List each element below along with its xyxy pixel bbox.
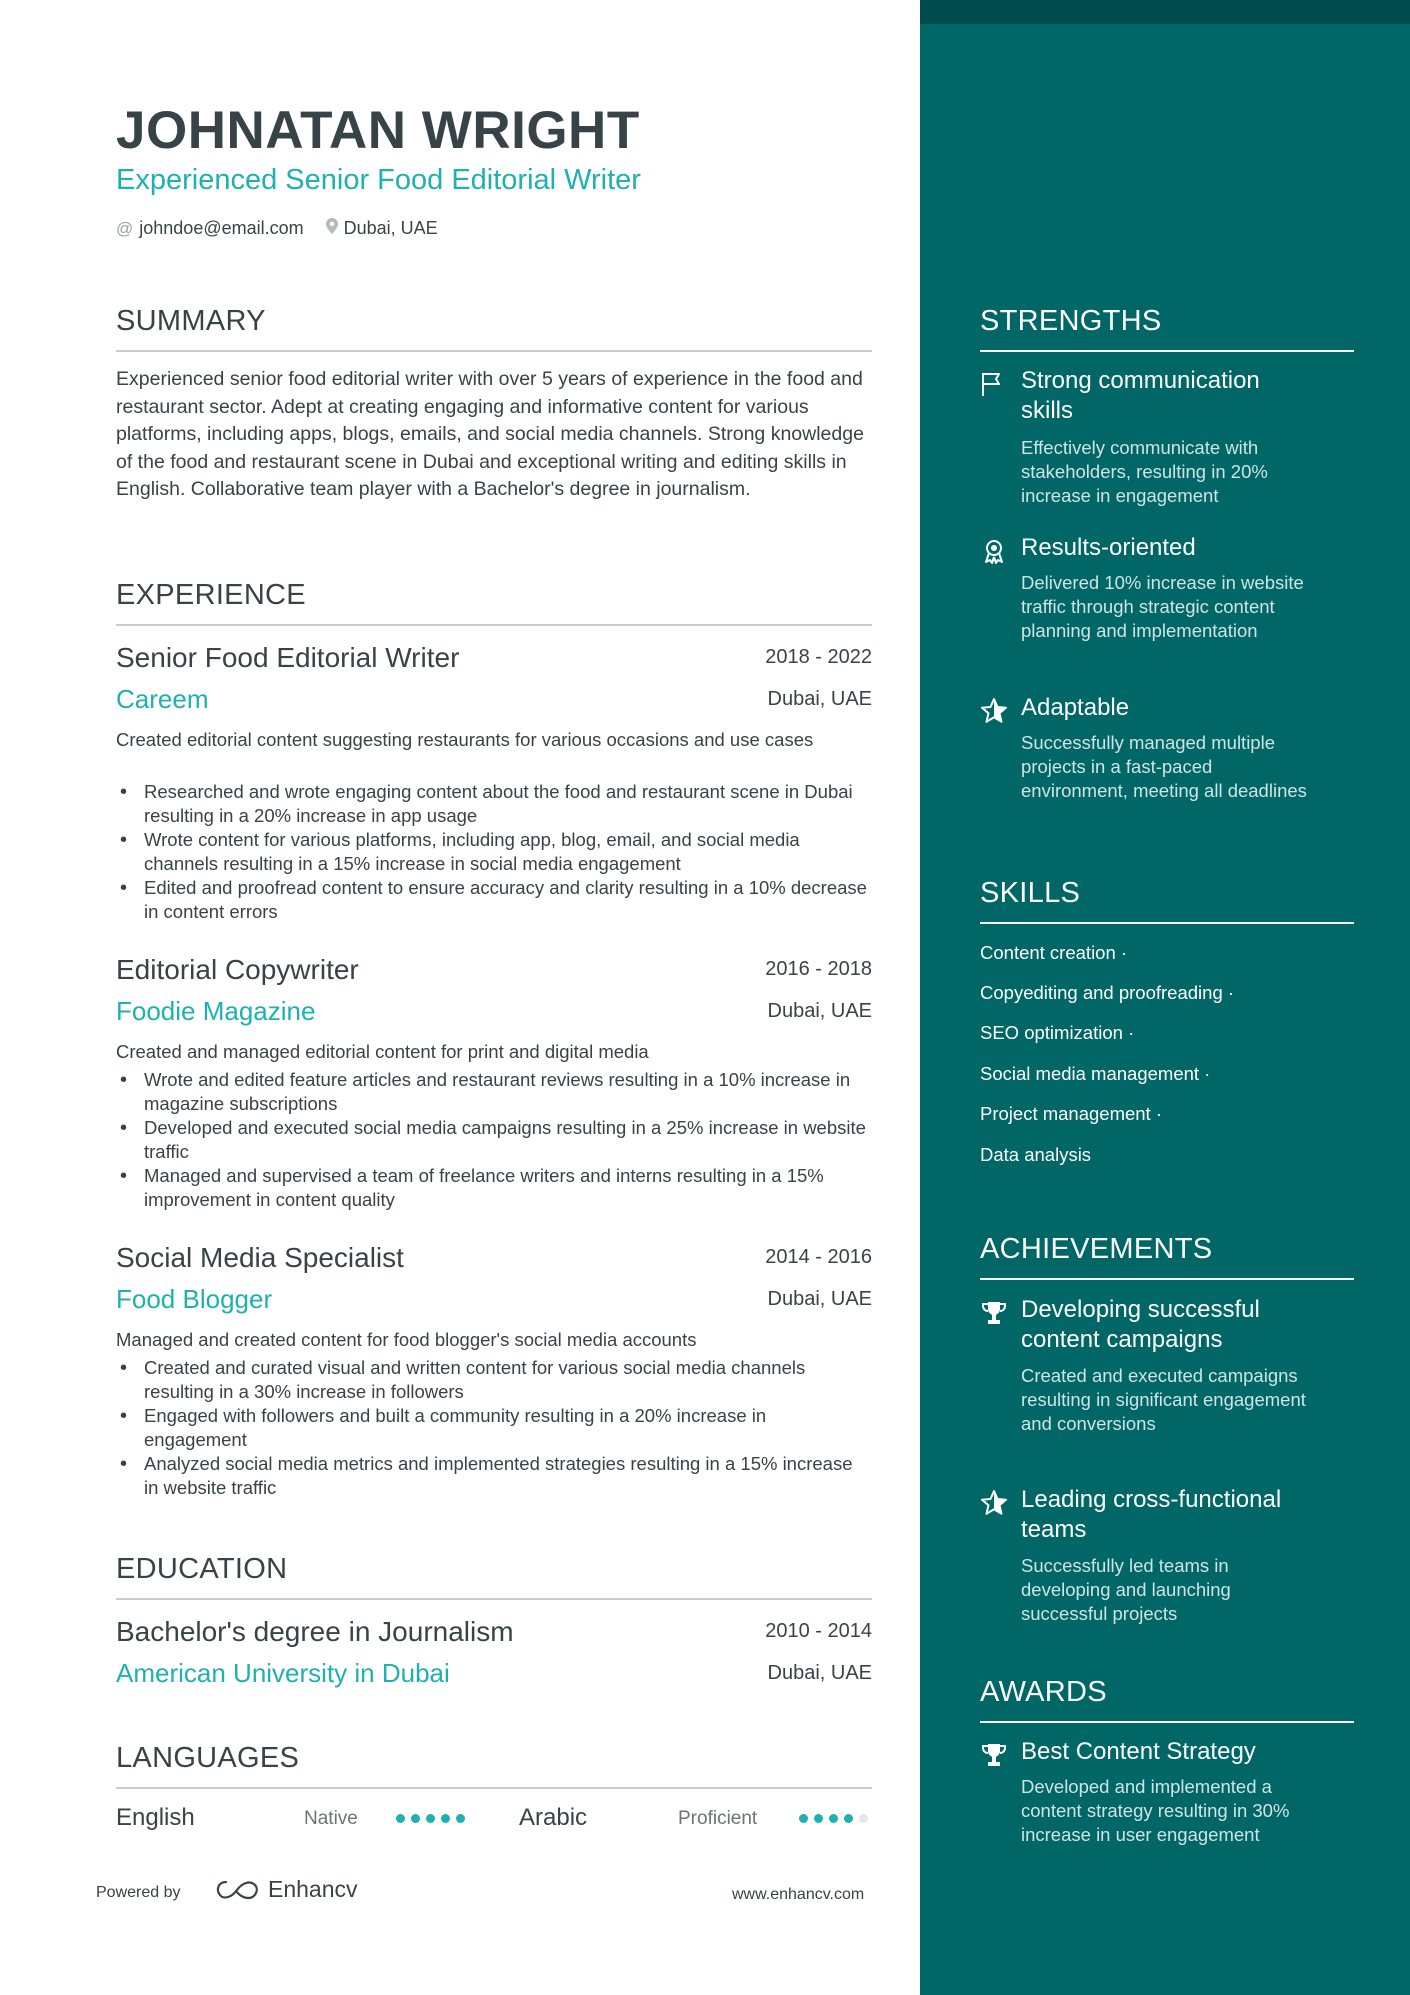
job-description: Created editorial content suggesting restaurants for various occasions and use cases <box>116 729 814 750</box>
star-icon <box>980 1489 1008 1517</box>
achievement-description: Successfully led teams in developing and launching successful projects <box>1021 1555 1231 1624</box>
location-text: Dubai, UAE <box>343 218 438 238</box>
job-description: Created and managed editorial content for print and digital media <box>116 1041 649 1062</box>
list-item: • Created and curated visual and written content for various social media channels resulting in a 30% increase in followers <box>116 1356 872 1404</box>
location-pin-icon <box>326 218 338 239</box>
achievement-description: Created and executed campaigns resulting in significant engagement and conversions <box>1021 1365 1306 1434</box>
strengths-divider <box>980 350 1354 352</box>
language-proficiency-dots <box>396 1814 465 1823</box>
language-level: Proficient <box>678 1808 758 1829</box>
language-name: English <box>116 1804 195 1831</box>
job-company: Careem <box>116 684 209 714</box>
proficiency-dot-filled <box>441 1814 450 1823</box>
school-name: American University in Dubai <box>116 1658 450 1688</box>
list-item: • Developed and executed social media campaigns resulting in a 25% increase in website traffic <box>116 1116 872 1164</box>
language-name: Arabic <box>519 1804 588 1831</box>
job-company: Food Blogger <box>116 1284 273 1314</box>
job-location: Dubai, UAE <box>767 688 872 710</box>
list-item: • Engaged with followers and built a community resulting in a 20% increase in engagement <box>116 1404 872 1452</box>
star-icon <box>980 697 1008 725</box>
strengths-heading: STRENGTHS <box>980 305 1162 337</box>
proficiency-dot-filled <box>844 1814 853 1823</box>
email-text: johndoe@email.com <box>139 218 304 238</box>
experience-divider <box>116 624 872 626</box>
sidebar-column <box>920 0 1410 1995</box>
achievement-title: Developing successful content campaigns <box>1021 1296 1260 1353</box>
enhancv-logo-icon <box>214 1879 260 1901</box>
achievements-heading: ACHIEVEMENTS <box>980 1233 1213 1265</box>
candidate-title: Experienced Senior Food Editorial Writer <box>116 164 641 196</box>
summary-text: Experienced senior food editorial writer with over 5 years of experience in the food and restaurant sector. Adept at creating engaging and informative content for various platforms, including apps, blogs, emails, and social media channels. Strong knowledge of the food and restaurant scene in Dubai and exceptional writing and editing skills in English. Collaborative team player with a Bachelor's degree in journalism. <box>116 368 864 500</box>
experience-heading: EXPERIENCE <box>116 579 306 611</box>
languages-row <box>116 1804 872 1834</box>
list-item: • Researched and wrote engaging content about the food and restaurant scene in Dubai resulting in a 20% increase in app usage <box>116 780 872 828</box>
list-item: • Wrote content for various platforms, including app, blog, email, and social media channels resulting in a 15% increase in social media engagement <box>116 828 872 876</box>
list-item: • Managed and supervised a team of freelance writers and interns resulting in a 15% improvement in content quality <box>116 1164 872 1212</box>
proficiency-dot-filled <box>396 1814 405 1823</box>
location-contact <box>326 218 438 239</box>
job-company: Foodie Magazine <box>116 996 316 1026</box>
language-proficiency-dots <box>799 1814 868 1823</box>
skill-item: SEO optimization · <box>980 1022 1135 1043</box>
list-item: • Edited and proofread content to ensure accuracy and clarity resulting in a 10% decrease in content errors <box>116 876 872 924</box>
education-divider <box>116 1598 872 1600</box>
strength-title: Results-oriented <box>1021 534 1196 561</box>
strength-description: Delivered 10% increase in website traffic through strategic content planning and implementation <box>1021 572 1304 641</box>
job-location: Dubai, UAE <box>767 1288 872 1310</box>
job-dates: 2016 - 2018 <box>765 958 872 980</box>
skill-item: Data analysis <box>980 1144 1092 1165</box>
job-bullets <box>116 1356 872 1500</box>
awards-divider <box>980 1721 1354 1723</box>
job-dates: 2014 - 2016 <box>765 1246 872 1268</box>
job-description: Managed and created content for food blogger's social media accounts <box>116 1329 697 1350</box>
skills-divider <box>980 922 1354 924</box>
trophy-icon <box>980 1741 1008 1769</box>
proficiency-dot-filled <box>426 1814 435 1823</box>
email-contact[interactable] <box>116 218 304 239</box>
education-dates: 2010 - 2014 <box>765 1620 872 1642</box>
proficiency-dot-filled <box>411 1814 420 1823</box>
languages-heading: LANGUAGES <box>116 1742 300 1774</box>
skills-heading: SKILLS <box>980 877 1081 909</box>
job-bullets <box>116 780 872 924</box>
job-dates: 2018 - 2022 <box>765 646 872 668</box>
enhancv-logo[interactable] <box>214 1876 358 1903</box>
summary-divider <box>116 350 872 352</box>
strength-title: Strong communication skills <box>1021 367 1260 424</box>
candidate-name: JOHNATAN WRIGHT <box>116 101 640 160</box>
language-level: Native <box>304 1808 358 1829</box>
skill-item: Content creation · <box>980 942 1128 963</box>
achievement-title: Leading cross-functional teams <box>1021 1486 1282 1543</box>
proficiency-dot-filled <box>456 1814 465 1823</box>
list-item: • Analyzed social media metrics and implemented strategies resulting in a 15% increase in website traffic <box>116 1452 872 1500</box>
powered-by-text: Powered by <box>96 1884 181 1901</box>
award-icon <box>980 537 1008 565</box>
proficiency-dot-filled <box>829 1814 838 1823</box>
brand-name: Enhancv <box>268 1876 358 1902</box>
award-description: Developed and implemented a content strategy resulting in 30% increase in user engagement <box>1021 1776 1290 1845</box>
job-title: Social Media Specialist <box>116 1242 404 1273</box>
contact-info <box>116 218 438 239</box>
skill-item: Copyediting and proofreading · <box>980 982 1235 1003</box>
list-item: • Wrote and edited feature articles and restaurant reviews resulting in a 10% increase in magazine subscriptions <box>116 1068 872 1116</box>
flag-icon <box>980 370 1008 398</box>
sidebar-top-bar <box>920 0 1410 24</box>
job-location: Dubai, UAE <box>767 1000 872 1022</box>
at-icon: @ <box>116 218 134 238</box>
languages-divider <box>116 1787 872 1789</box>
award-title: Best Content Strategy <box>1021 1738 1256 1765</box>
degree-title: Bachelor's degree in Journalism <box>116 1616 514 1647</box>
strength-description: Successfully managed multiple projects in a fast-paced environment, meeting all deadlines <box>1021 732 1307 801</box>
job-title: Senior Food Editorial Writer <box>116 642 460 673</box>
awards-heading: AWARDS <box>980 1676 1107 1708</box>
website-url[interactable]: www.enhancv.com <box>732 1886 865 1903</box>
skill-item: Project management · <box>980 1103 1163 1124</box>
job-bullets <box>116 1068 872 1212</box>
strength-title: Adaptable <box>1021 694 1130 721</box>
summary-heading: SUMMARY <box>116 305 266 337</box>
education-location: Dubai, UAE <box>767 1662 872 1684</box>
strength-description: Effectively communicate with stakeholders, resulting in 20% increase in engagement <box>1021 437 1268 506</box>
job-title: Editorial Copywriter <box>116 954 359 985</box>
proficiency-dot-filled <box>814 1814 823 1823</box>
proficiency-dot-filled <box>799 1814 808 1823</box>
trophy-icon <box>980 1299 1008 1327</box>
proficiency-dot-empty <box>859 1814 868 1823</box>
achievements-divider <box>980 1278 1354 1280</box>
skill-item: Social media management · <box>980 1063 1211 1084</box>
education-heading: EDUCATION <box>116 1553 288 1585</box>
